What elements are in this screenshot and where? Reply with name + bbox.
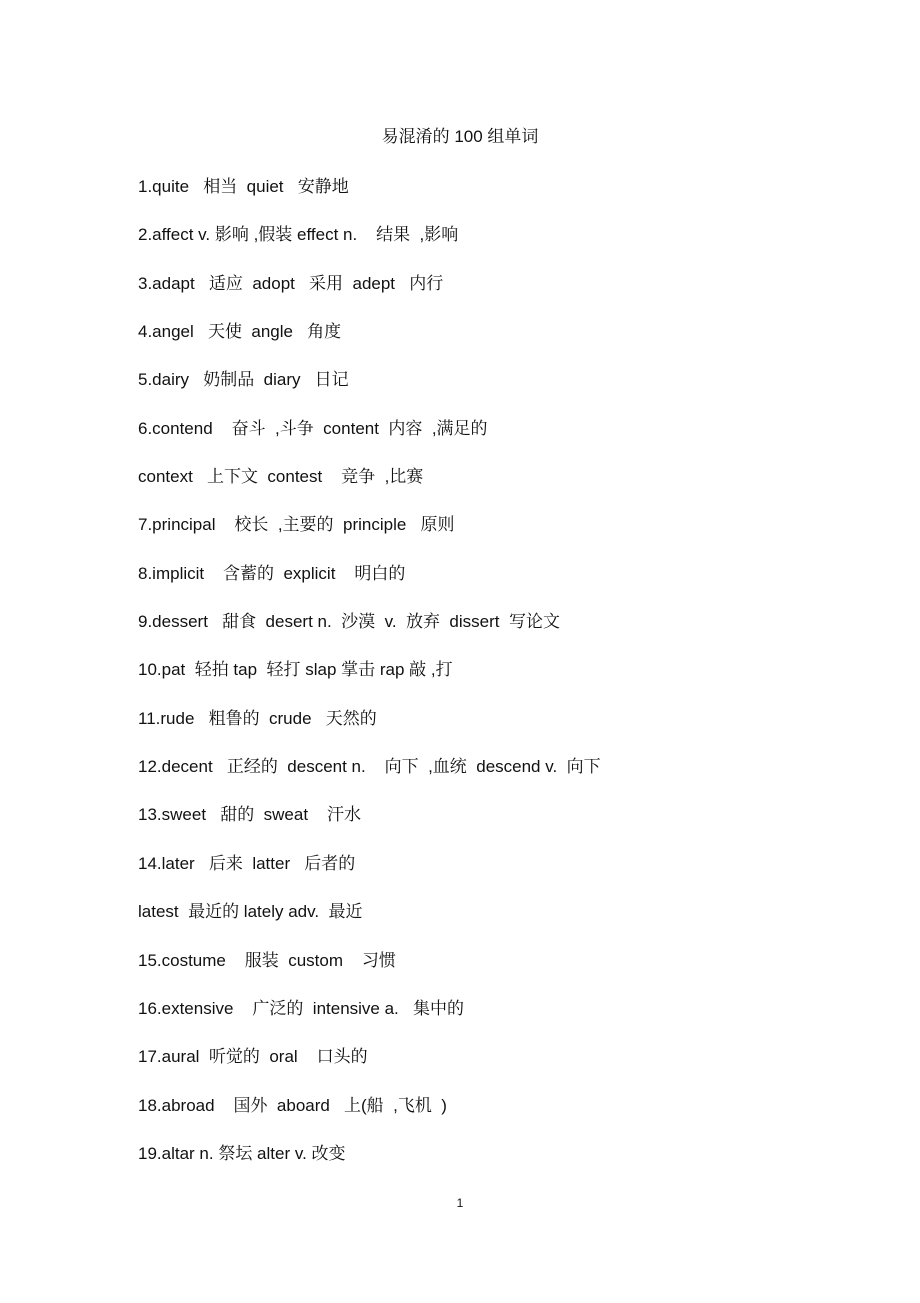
word-entry: 3.adapt 适应 adopt 采用 adept 内行 <box>138 273 444 293</box>
word-entry: 18.abroad 国外 aboard 上(船 ,飞机 ) <box>138 1095 447 1115</box>
page-title: 易混淆的 100 组单词 <box>381 127 539 146</box>
word-entry: 11.rude 粗鲁的 crude 天然的 <box>138 708 377 728</box>
page-number: 1 <box>456 1196 464 1210</box>
word-entry: latest 最近的 lately adv. 最近 <box>138 902 363 922</box>
word-entry: 12.decent 正经的 descent n. 向下 ,血统 descend v. 向下 <box>138 757 601 777</box>
word-entry: 9.dessert 甜食 desert n. 沙漠 v. 放弃 dissert 写论文 <box>138 612 560 632</box>
word-entry: 4.angel 天使 angle 角度 <box>138 322 342 342</box>
word-entry: 15.costume 服装 custom 习惯 <box>138 950 396 970</box>
word-entry: 19.altar n. 祭坛 alter v. 改变 <box>138 1143 346 1163</box>
word-entry: 2.affect v. 影响 ,假装 effect n. 结果 ,影响 <box>138 225 459 245</box>
word-entry: 16.extensive 广泛的 intensive a. 集中的 <box>138 998 464 1018</box>
word-entry: 13.sweet 甜的 sweat 汗水 <box>138 805 361 825</box>
word-entry: context 上下文 contest 竞争 ,比赛 <box>138 467 424 487</box>
word-entry: 1.quite 相当 quiet 安静地 <box>138 177 349 196</box>
word-entry: 10.pat 轻拍 tap 轻打 slap 掌击 rap 敲 ,打 <box>138 660 453 680</box>
word-entry: 5.dairy 奶制品 diary 日记 <box>138 370 349 390</box>
word-list <box>138 175 858 1190</box>
word-entry: 14.later 后来 latter 后者的 <box>138 853 356 873</box>
word-entry: 6.contend 奋斗 ,斗争 content 内容 ,满足的 <box>138 418 488 438</box>
word-entry: 8.implicit 含蓄的 explicit 明白的 <box>138 563 406 583</box>
word-entry: 17.aural 听觉的 oral 口头的 <box>138 1047 368 1067</box>
word-entry: 7.principal 校长 ,主要的 principle 原则 <box>138 515 455 535</box>
